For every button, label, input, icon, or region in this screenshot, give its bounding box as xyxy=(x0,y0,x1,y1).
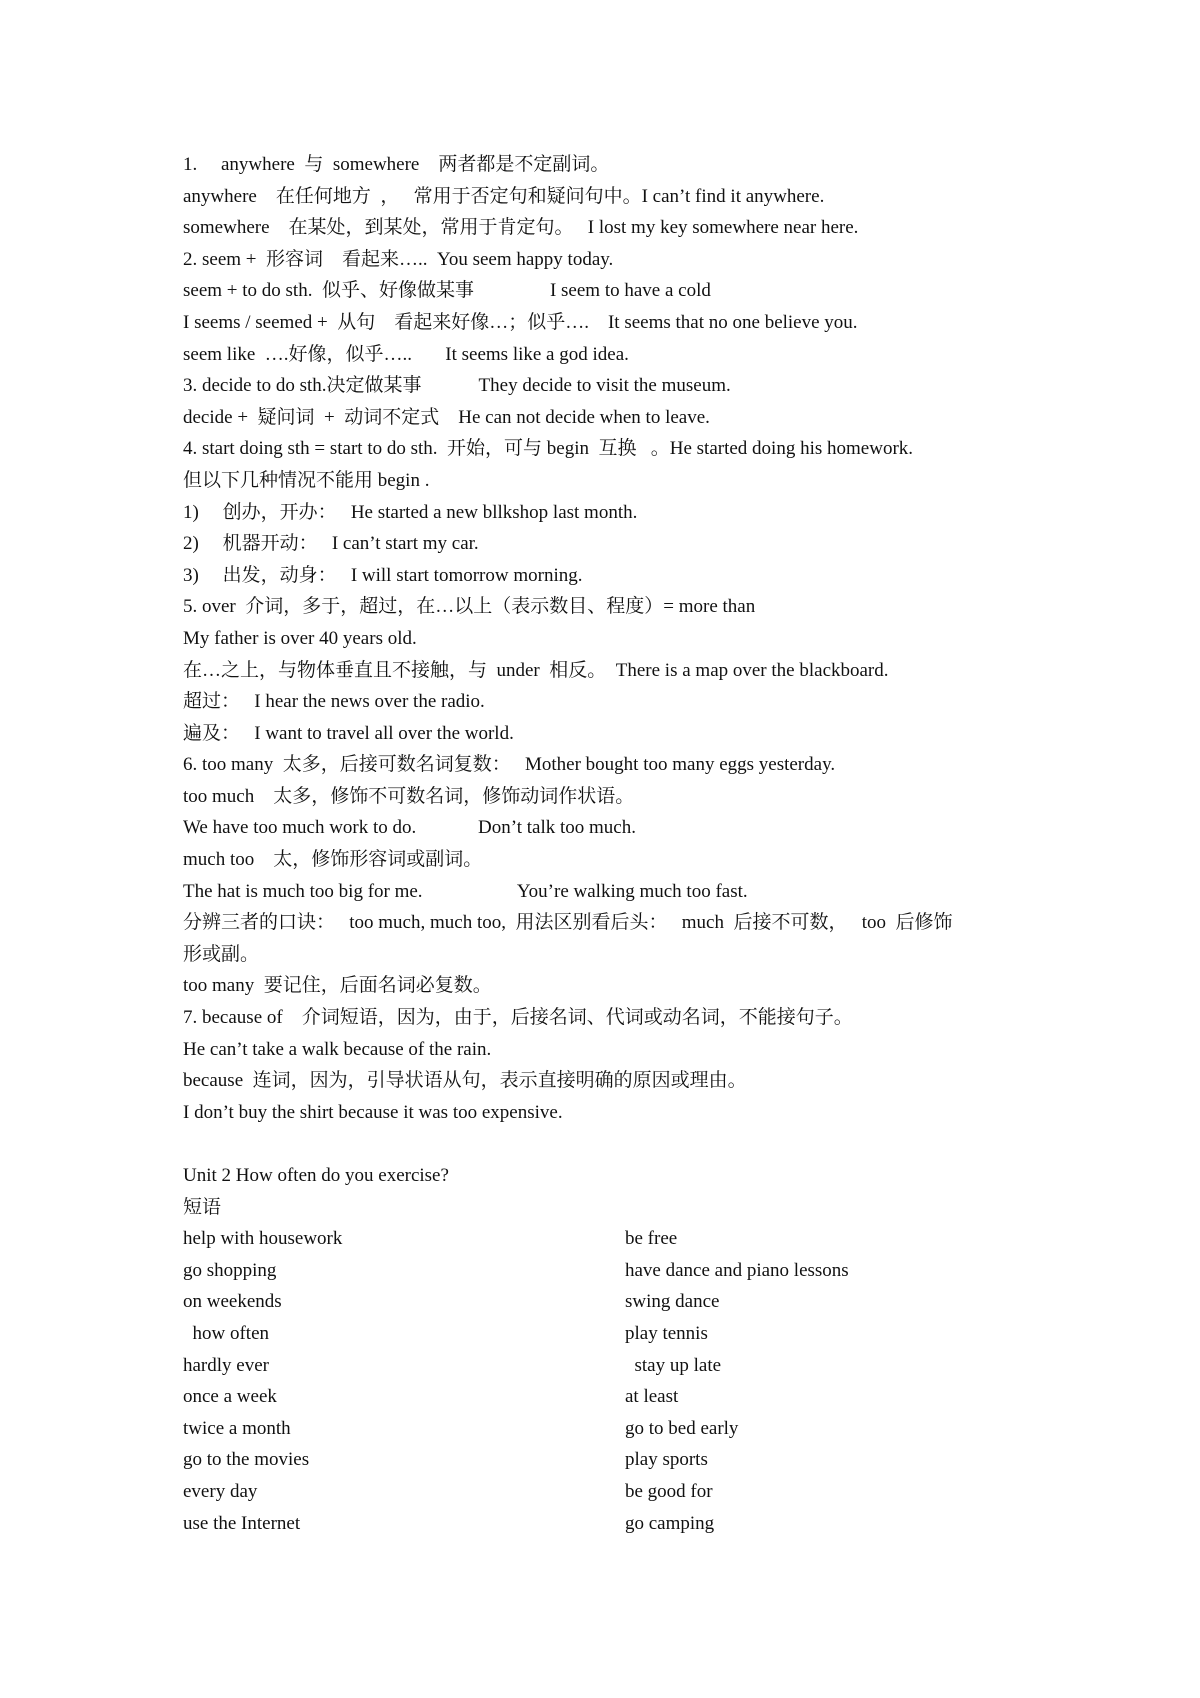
note-line: 3. decide to do sth.决定做某事 They decide to visit the museum. xyxy=(183,375,731,397)
phrases-table xyxy=(183,1223,1063,1539)
note-line: somewhere 在某处，到某处，常用于肯定句。 I lost my key somewhere near here. xyxy=(183,217,859,239)
phrase-item: every day xyxy=(183,1480,258,1502)
note-line: 4. start doing sth = start to do sth. 开始，可与 begin 互换 。He started doing his homework. xyxy=(183,438,914,460)
note-line: I don’t buy the shirt because it was too expensive. xyxy=(183,1101,563,1123)
phrase-item: twice a month xyxy=(183,1417,291,1439)
phrases-left-column xyxy=(183,1223,625,1539)
phrase-item: how often xyxy=(183,1322,270,1344)
note-line: He can’t take a walk because of the rain. xyxy=(183,1038,492,1060)
note-line: 2) 机器开动： I can’t start my car. xyxy=(183,533,479,555)
phrase-item: play tennis xyxy=(625,1322,708,1344)
note-line: 分辨三者的口诀： too much, much too, 用法区别看后头： much 后接不可数， too 后修饰 xyxy=(183,912,953,934)
note-line: too many 要记住，后面名词必复数。 xyxy=(183,975,492,997)
note-line: seem + to do sth. 似乎、好像做某事 I seem to have a cold xyxy=(183,280,711,302)
phrase-item: swing dance xyxy=(625,1291,720,1313)
note-line: because 连词，因为，引导状语从句，表示直接明确的原因或理由。 xyxy=(183,1070,747,1092)
note-line: decide + 疑问词 + 动词不定式 He can not decide when to leave. xyxy=(183,406,710,428)
note-line: 3) 出发，动身： I will start tomorrow morning. xyxy=(183,564,583,586)
phrase-item: hardly ever xyxy=(183,1354,269,1376)
page-content xyxy=(183,149,1063,1539)
note-line: 2. seem + 形容词 看起来….. You seem happy today. xyxy=(183,248,614,270)
phrases-right-column xyxy=(625,1223,1045,1539)
phrase-item: be free xyxy=(625,1228,678,1250)
note-line: The hat is much too big for me. You’re walking much too fast. xyxy=(183,880,748,902)
note-line: 遍及： I want to travel all over the world. xyxy=(183,722,514,744)
note-line: 5. over 介词，多于，超过，在…以上（表示数目、程度）= more than xyxy=(183,596,756,618)
phrase-item: go shopping xyxy=(183,1259,277,1281)
phrase-item: on weekends xyxy=(183,1291,282,1313)
note-line: too much 太多，修饰不可数名词，修饰动词作状语。 xyxy=(183,785,635,807)
phrase-item: play sports xyxy=(625,1449,708,1471)
phrase-item: help with housework xyxy=(183,1228,343,1250)
phrase-item: be good for xyxy=(625,1480,713,1502)
phrase-item: stay up late xyxy=(625,1354,722,1376)
note-line: 在…之上，与物体垂直且不接触，与 under 相反。 There is a map over the blackboard. xyxy=(183,659,889,681)
note-line: 1) 创办，开办： He started a new bllkshop last month. xyxy=(183,501,638,523)
note-line: We have too much work to do. Don’t talk too much. xyxy=(183,817,636,839)
phrase-item: go to bed early xyxy=(625,1417,739,1439)
phrases-heading: 短语 xyxy=(183,1196,222,1218)
phrase-item: go camping xyxy=(625,1512,715,1534)
note-line: 6. too many 太多，后接可数名词复数： Mother bought too many eggs yesterday. xyxy=(183,754,836,776)
phrase-item: at least xyxy=(625,1386,679,1408)
phrase-item: have dance and piano lessons xyxy=(625,1259,849,1281)
note-line: seem like ….好像，似乎….. It seems like a god idea. xyxy=(183,343,629,365)
note-line: 1. anywhere 与 somewhere 两者都是不定副词。 xyxy=(183,154,610,175)
phrase-item: go to the movies xyxy=(183,1449,310,1471)
note-line: much too 太，修饰形容词或副词。 xyxy=(183,849,483,871)
note-line: anywhere 在任何地方 ， 常用于否定句和疑问句中。I can’t find it anywhere. xyxy=(183,185,825,207)
phrase-item: use the Internet xyxy=(183,1512,301,1534)
unit-title: Unit 2 How often do you exercise? xyxy=(183,1165,449,1186)
note-line: 但以下几种情况不能用 begin . xyxy=(183,469,430,491)
note-line: My father is over 40 years old. xyxy=(183,627,417,649)
phrase-item: once a week xyxy=(183,1386,277,1408)
grammar-notes xyxy=(183,149,1063,1128)
note-line: 超过： I hear the news over the radio. xyxy=(183,691,485,713)
note-line: 形或副。 xyxy=(183,943,260,965)
note-line: I seems / seemed + 从句 看起来好像…；似乎…. It seems that no one believe you. xyxy=(183,311,858,333)
section-gap xyxy=(183,1128,1063,1160)
note-line: 7. because of 介词短语，因为，由于，后接名词、代词或动名词，不能接句子。 xyxy=(183,1007,853,1029)
